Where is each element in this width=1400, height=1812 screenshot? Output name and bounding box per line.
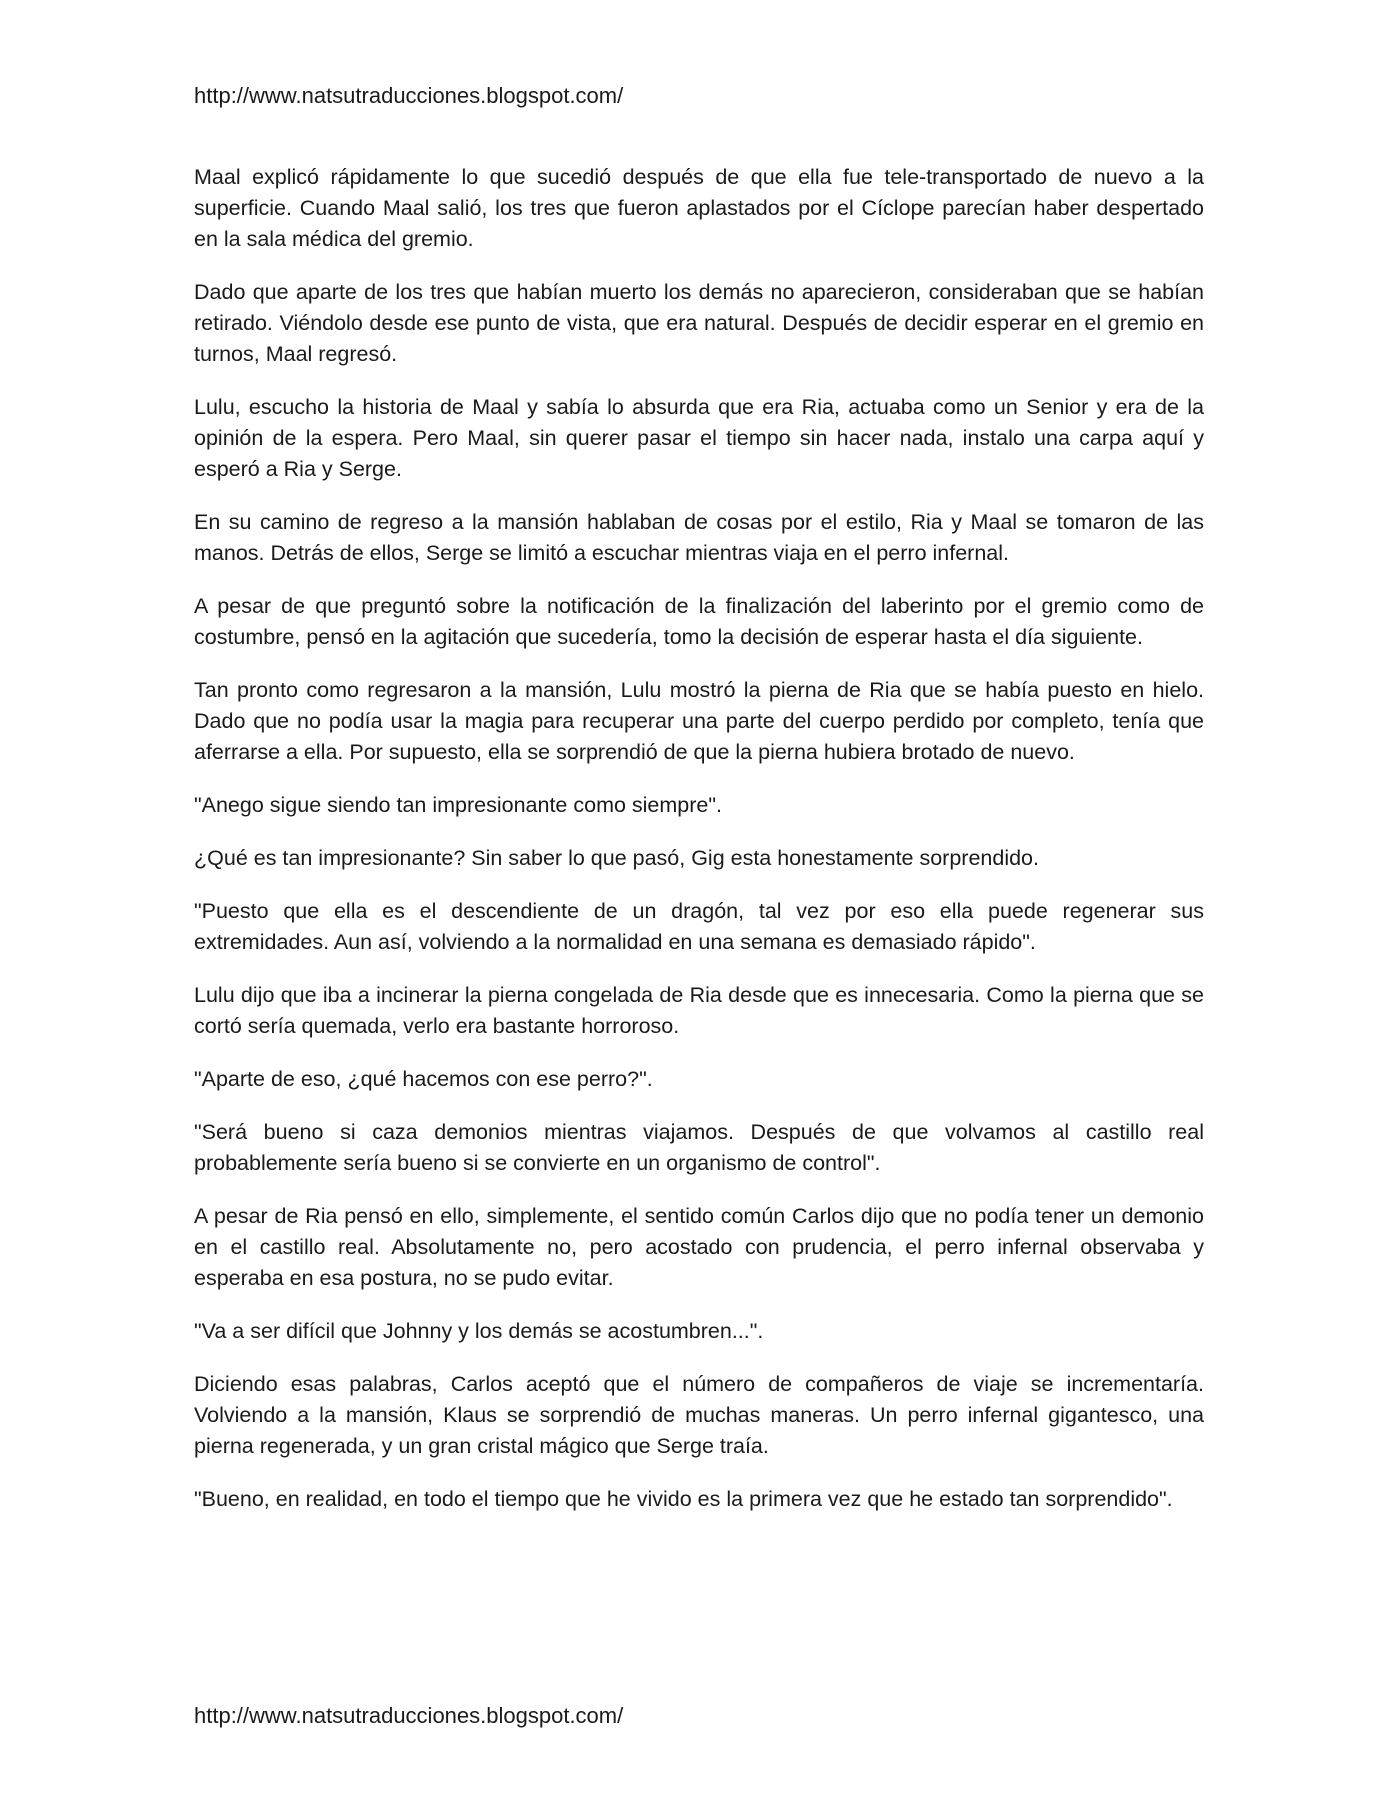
paragraph: Lulu, escucho la historia de Maal y sabía lo absurda que era Ria, actuaba como un Senior y era de la opinión de la espera. Pero Maal, sin querer pasar el tiempo sin hacer nada, instalo una carpa aquí y esperó a Ria y Serge. [194,395,1204,481]
paragraph: ¿Qué es tan impresionante? Sin saber lo que pasó, Gig esta honestamente sorprendido. [194,846,1039,870]
dialogue-paragraph: "Anego sigue siendo tan impresionante como siempre". [194,793,722,817]
footer-url: http://www.natsutraducciones.blogspot.com/ [194,1703,624,1728]
paragraph: Dado que aparte de los tres que habían muerto los demás no aparecieron, consideraban que se habían retirado. Viéndolo desde ese punto de vista, que era natural. Después de decidir esperar en el gremio en turnos, Maal regresó. [194,280,1204,366]
paragraph: Maal explicó rápidamente lo que sucedió después de que ella fue tele-transportado de nuevo a la superficie. Cuando Maal salió, los tres que fueron aplastados por el Cíclope parecían haber despertado en la sala médica del gremio. [194,165,1204,251]
body-text [194,162,1204,1537]
dialogue-paragraph: "Bueno, en realidad, en todo el tiempo que he vivido es la primera vez que he estado tan sorprendido". [194,1487,1173,1511]
paragraph: A pesar de que preguntó sobre la notificación de la finalización del laberinto por el gremio como de costumbre, pensó en la agitación que sucedería, tomo la decisión de esperar hasta el día siguiente. [194,594,1204,649]
paragraph: Diciendo esas palabras, Carlos aceptó que el número de compañeros de viaje se incrementaría. Volviendo a la mansión, Klaus se sorprendió de muchas maneras. Un perro infernal gigantesco, una pierna regenerada, y un gran cristal mágico que Serge traía. [194,1372,1204,1458]
dialogue-paragraph: "Aparte de eso, ¿qué hacemos con ese perro?". [194,1067,653,1091]
paragraph: Lulu dijo que iba a incinerar la pierna congelada de Ria desde que es innecesaria. Como la pierna que se cortó sería quemada, verlo era bastante horroroso. [194,983,1204,1038]
dialogue-paragraph: "Va a ser difícil que Johnny y los demás se acostumbren...". [194,1319,764,1343]
paragraph: A pesar de Ria pensó en ello, simplemente, el sentido común Carlos dijo que no podía tener un demonio en el castillo real. Absolutamente no, pero acostado con prudencia, el perro infernal observaba y esperaba en esa postura, no se pudo evitar. [194,1204,1204,1290]
paragraph: Tan pronto como regresaron a la mansión, Lulu mostró la pierna de Ria que se había puesto en hielo. Dado que no podía usar la magia para recuperar una parte del cuerpo perdido por completo, tenía que aferrarse a ella. Por supuesto, ella se sorprendió de que la pierna hubiera brotado de nuevo. [194,678,1204,764]
dialogue-paragraph: "Puesto que ella es el descendiente de un dragón, tal vez por eso ella puede regenerar sus extremidades. Aun así, volviendo a la normalidad en una semana es demasiado rápido". [194,899,1204,954]
header-url: http://www.natsutraducciones.blogspot.com/ [194,83,624,108]
dialogue-paragraph: "Será bueno si caza demonios mientras viajamos. Después de que volvamos al castillo real probablemente sería bueno si se convierte en un organismo de control". [194,1120,1204,1175]
paragraph: En su camino de regreso a la mansión hablaban de cosas por el estilo, Ria y Maal se tomaron de las manos. Detrás de ellos, Serge se limitó a escuchar mientras viaja en el perro infernal. [194,510,1204,565]
